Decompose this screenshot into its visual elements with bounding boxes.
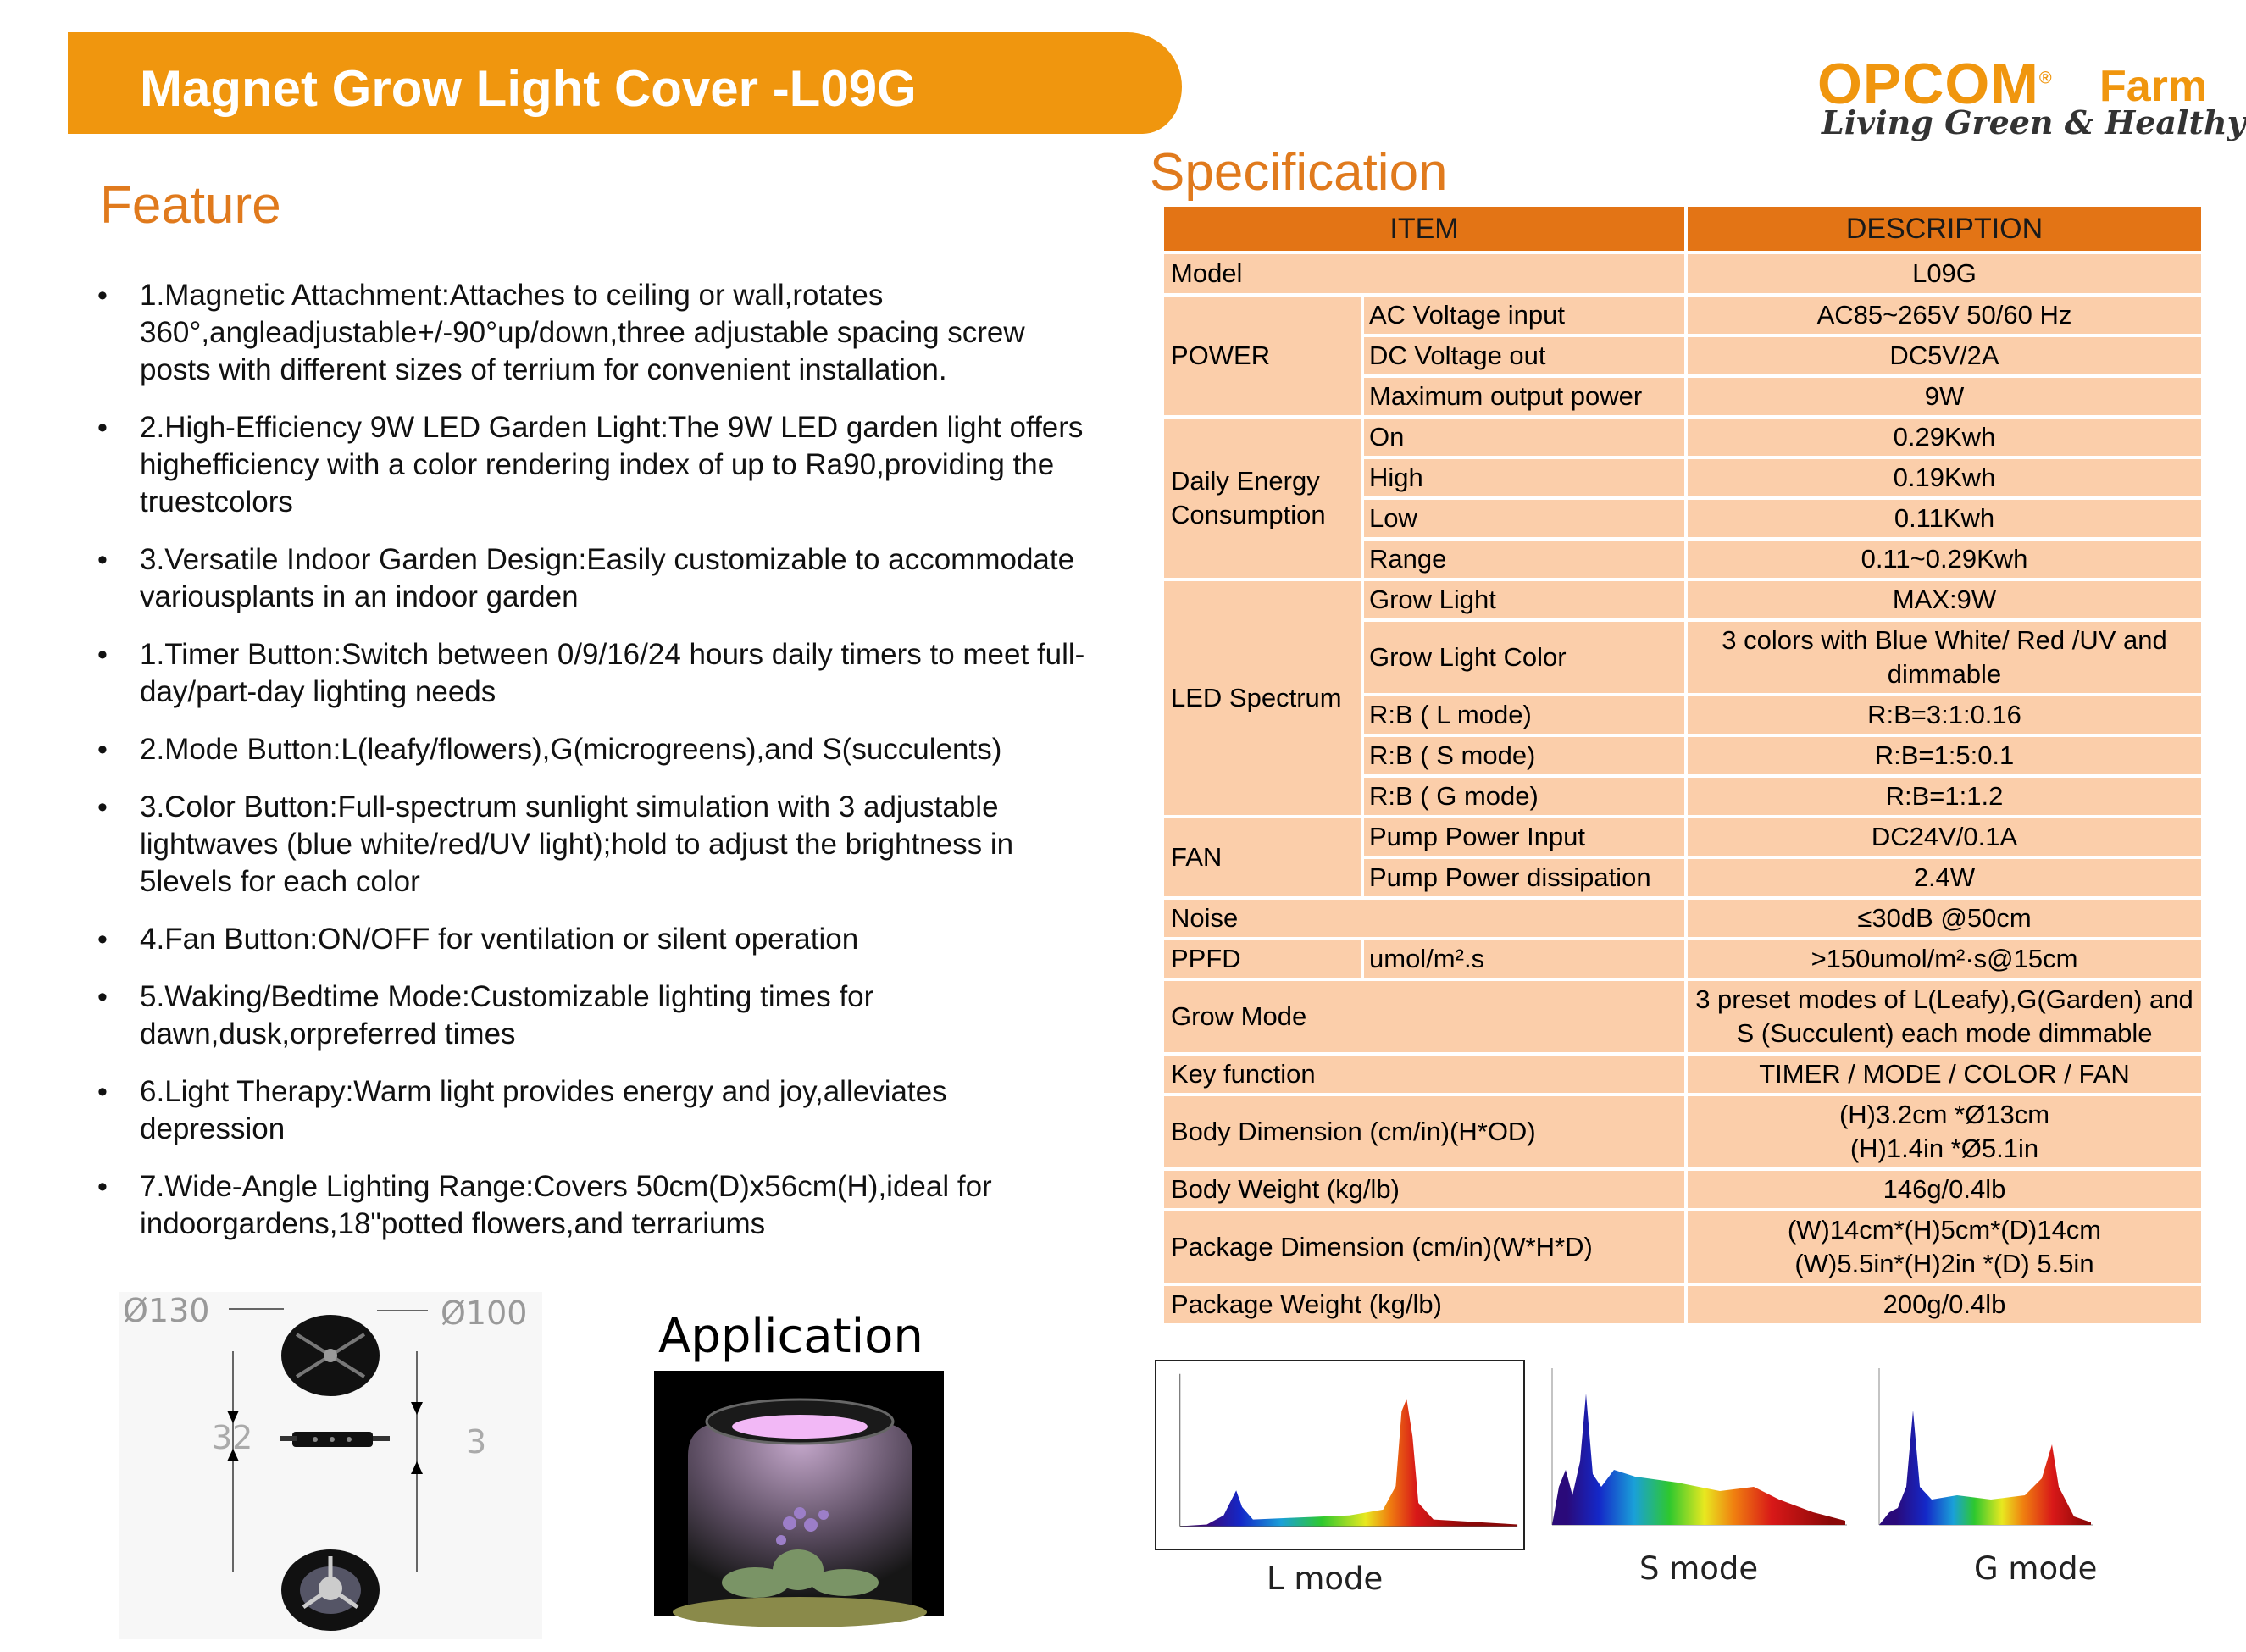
- spec-value-line: (W)5.5in*(H)2in *(D) 5.5in: [1794, 1249, 2094, 1278]
- feature-item: • 1.Magnetic Attachment:Attaches to ceiling or wall,rotates 360°,angleadjustable+/-90°up/down,three adjustable spacing screw posts with different sizes of terrium for convenient installation.: [97, 277, 1097, 389]
- spec-unit-ppfd: umol/m².s: [1362, 939, 1686, 979]
- spectrum-l-label: L mode: [1267, 1561, 1384, 1597]
- spec-table: [1161, 203, 2204, 1327]
- spectrum-l-mode: [1155, 1360, 1525, 1550]
- spec-label: DC Voltage out: [1362, 335, 1686, 376]
- spec-label: Pump Power Input: [1362, 817, 1686, 857]
- spec-label-body-dimension: Body Dimension (cm/in)(H*OD): [1162, 1095, 1686, 1169]
- spec-value: 0.29Kwh: [1686, 417, 2203, 457]
- spec-value: R:B=1:5:0.1: [1686, 735, 2203, 776]
- spec-label: R:B ( G mode): [1362, 776, 1686, 817]
- dim-outer-label: Ø130: [123, 1292, 210, 1329]
- spec-value-body-dimension: [1686, 1095, 2203, 1169]
- spec-label: AC Voltage input: [1362, 295, 1686, 335]
- spec-category-power: POWER: [1162, 295, 1362, 417]
- application-photo: [654, 1371, 944, 1616]
- spec-value: 3 colors with Blue White/ Red /UV and dimmable: [1686, 620, 2203, 695]
- spec-label-ppfd: PPFD: [1162, 939, 1362, 979]
- spec-value-body-weight: 146g/0.4lb: [1686, 1169, 2203, 1210]
- spec-value: AC85~265V 50/60 Hz: [1686, 295, 2203, 335]
- spec-label: R:B ( S mode): [1362, 735, 1686, 776]
- spec-value: 0.19Kwh: [1686, 457, 2203, 498]
- spec-label: On: [1362, 417, 1686, 457]
- application-photo-svg: [654, 1371, 944, 1616]
- spec-value: R:B=1:1.2: [1686, 776, 2203, 817]
- spec-label-grow-mode: Grow Mode: [1162, 979, 1686, 1054]
- spec-value: MAX:9W: [1686, 579, 2203, 620]
- spec-label: R:B ( L mode): [1362, 695, 1686, 735]
- feature-item: • 2.High-Efficiency 9W LED Garden Light:The 9W LED garden light offers highefficiency with a color rendering index of up to Ra90,providing the truestcolors: [97, 409, 1097, 521]
- dim-height-label: 32: [212, 1419, 253, 1456]
- spec-label: Maximum output power: [1362, 376, 1686, 417]
- spec-value-line: (W)14cm*(H)5cm*(D)14cm: [1787, 1215, 2102, 1245]
- spectrum-g-mode: [1864, 1360, 2094, 1542]
- spectrum-g-label: G mode: [1974, 1550, 2098, 1587]
- spec-value: R:B=3:1:0.16: [1686, 695, 2203, 735]
- spec-value-ppfd: >150umol/m²·s@15cm: [1686, 939, 2203, 979]
- spec-value: DC5V/2A: [1686, 335, 2203, 376]
- spec-value-model: L09G: [1686, 252, 2203, 295]
- spec-value-package-weight: 200g/0.4lb: [1686, 1284, 2203, 1325]
- feature-item: • 3.Color Button:Full-spectrum sunlight simulation with 3 adjustable lightwaves (blue white/red/UV light);hold to adjust the brightness in 5levels for each color: [97, 789, 1097, 901]
- feature-item: • 4.Fan Button:ON/OFF for ventilation or silent operation: [97, 921, 1097, 958]
- spec-label-key-function: Key function: [1162, 1054, 1686, 1095]
- spec-value: 2.4W: [1686, 857, 2203, 898]
- spec-label-package-dimension: Package Dimension (cm/in)(W*H*D): [1162, 1210, 1686, 1284]
- spec-label: High: [1362, 457, 1686, 498]
- spec-category-led: LED Spectrum: [1162, 579, 1362, 817]
- feature-item: • 2.Mode Button:L(leafy/flowers),G(microgreens),and S(succulents): [97, 731, 1097, 768]
- dimension-drawing: [119, 1292, 542, 1639]
- spec-label: Range: [1362, 539, 1686, 579]
- spec-header-item: ITEM: [1162, 205, 1686, 252]
- logo-brand: OPCOM®: [1817, 52, 2053, 116]
- spec-label: Pump Power dissipation: [1362, 857, 1686, 898]
- spec-category-fan: FAN: [1162, 817, 1362, 898]
- feature-heading: Feature: [100, 176, 281, 235]
- page-title: Magnet Grow Light Cover -L09G: [140, 60, 917, 117]
- dim-inner-label: Ø100: [441, 1294, 528, 1332]
- spec-value: 9W: [1686, 376, 2203, 417]
- spec-category-energy: Daily Energy Consumption: [1162, 417, 1362, 579]
- spec-value-grow-mode: 3 preset modes of L(Leafy),G(Garden) and S (Succulent) each mode dimmable: [1686, 979, 2203, 1054]
- spec-value-line: (H)1.4in *Ø5.1in: [1849, 1134, 2039, 1163]
- spec-value-package-dimension: [1686, 1210, 2203, 1284]
- spec-label-model: Model: [1162, 252, 1686, 295]
- dim-edge-label: 3: [466, 1423, 487, 1461]
- logo-tagline: Living Green & Healthy: [1822, 103, 2246, 141]
- feature-item: • 6.Light Therapy:Warm light provides energy and joy,alleviates depression: [97, 1073, 1097, 1148]
- spectrum-s-mode: [1533, 1360, 1849, 1542]
- specification-heading: Specification: [1150, 143, 1448, 202]
- spectrum-l-svg: [1156, 1361, 1523, 1549]
- spec-header-description: DESCRIPTION: [1686, 205, 2203, 252]
- spec-label: Low: [1362, 498, 1686, 539]
- brand-logo: [1817, 51, 2246, 144]
- spec-value-noise: ≤30dB @50cm: [1686, 898, 2203, 939]
- spec-label: Grow Light: [1362, 579, 1686, 620]
- feature-list: [97, 277, 1097, 1263]
- feature-item: • 1.Timer Button:Switch between 0/9/16/24 hours daily timers to meet full-day/part-day lighting needs: [97, 636, 1097, 711]
- spec-value: DC24V/0.1A: [1686, 817, 2203, 857]
- spec-label-package-weight: Package Weight (kg/lb): [1162, 1284, 1686, 1325]
- logo-suffix: Farm: [2099, 62, 2208, 111]
- spec-label: Grow Light Color: [1362, 620, 1686, 695]
- spec-value-key-function: TIMER / MODE / COLOR / FAN: [1686, 1054, 2203, 1095]
- spectrum-s-label: S mode: [1639, 1550, 1759, 1587]
- spectrum-s-svg: [1533, 1360, 1849, 1542]
- spec-value: 0.11Kwh: [1686, 498, 2203, 539]
- spec-value: 0.11~0.29Kwh: [1686, 539, 2203, 579]
- feature-item: • 3.Versatile Indoor Garden Design:Easily customizable to accommodate variousplants in an indoor garden: [97, 541, 1097, 616]
- spec-value-line: (H)3.2cm *Ø13cm: [1838, 1100, 2050, 1129]
- dimension-drawing-svg: [119, 1292, 542, 1639]
- spec-label-body-weight: Body Weight (kg/lb): [1162, 1169, 1686, 1210]
- feature-item: • 5.Waking/Bedtime Mode:Customizable lighting times for dawn,dusk,orpreferred times: [97, 978, 1097, 1053]
- feature-item: • 7.Wide-Angle Lighting Range:Covers 50cm(D)x56cm(H),ideal for indoorgardens,18"potted flowers,and terrariums: [97, 1168, 1097, 1243]
- application-heading: Application: [658, 1309, 923, 1364]
- spec-label-noise: Noise: [1162, 898, 1686, 939]
- spectrum-g-svg: [1864, 1360, 2094, 1542]
